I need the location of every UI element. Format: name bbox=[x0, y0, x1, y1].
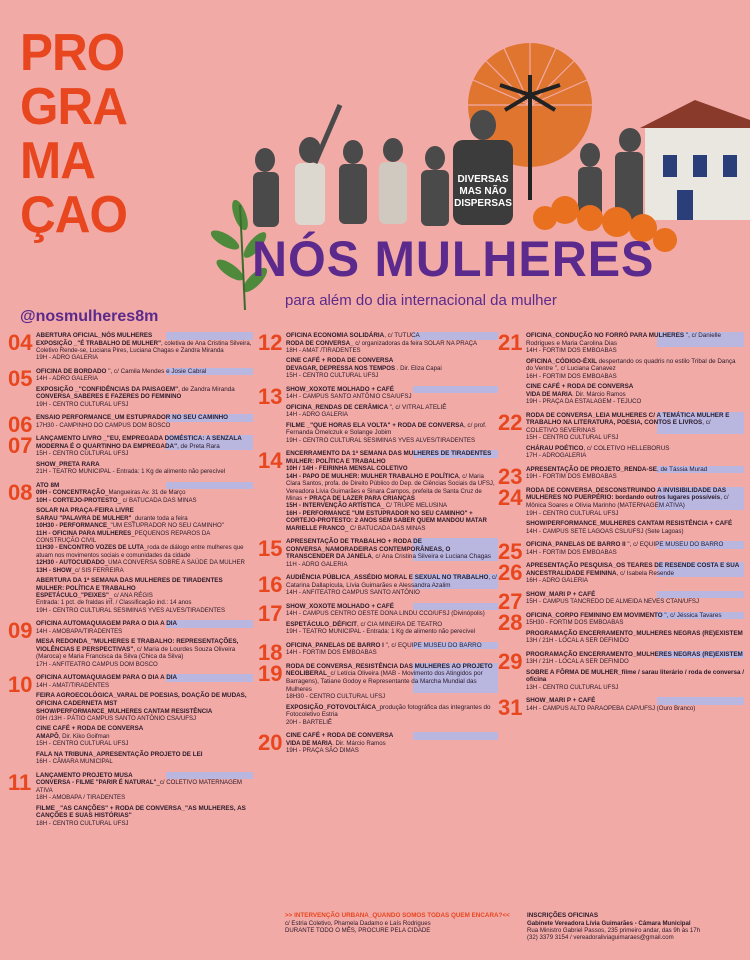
event-detail: SARAU "PALAVRA DE MULHER"_durante toda a feira bbox=[36, 514, 188, 522]
event-detail: 18H - CENTRO CULTURAL UFSJ bbox=[36, 819, 129, 827]
day-number: 20 bbox=[258, 730, 283, 756]
event-detail: CONVERSA_SABERES E FAZERES DO FEMININO bbox=[36, 393, 182, 401]
event-heading: OFICINA_PANELAS DE BARRO I ", c/ EQUIPE MUSEU DO BARRO bbox=[286, 642, 498, 650]
event-item bbox=[286, 704, 498, 727]
event-heading: CINE CAFÉ + RODA DE CONVERSA bbox=[36, 725, 144, 733]
event-item bbox=[286, 642, 498, 657]
event-heading: PROGRAMAÇÃO ENCERRAMENTO_MULHERES NEGRAS (RE)EXISTEM bbox=[526, 650, 743, 658]
event-detail: 13H / 21H - LOCAL A SER DEFINIDO bbox=[526, 658, 629, 666]
event-detail: 14H - CAMPUS SANTO ANTÔNIO CSA/UFSJ bbox=[286, 393, 412, 401]
day-block bbox=[8, 365, 253, 408]
event-detail: 19H - CENTRO CULTURAL SESIMINAS YVES ALVES/TIRADENTES bbox=[286, 437, 476, 444]
event-heading: OFICINA_CONDUÇÃO NO FORRÓ PARA MULHERES ", c/ Danielle Rodrigues e Maria Carolina Dias bbox=[526, 332, 744, 347]
event-heading: OFICINA_CORPO FEMININO EM MOVIMENTO ", c/ Jéssica Tavares bbox=[526, 612, 744, 620]
event-detail: 16H - FORTIM DOS EMBOABAS bbox=[526, 372, 617, 380]
social-handle: @nosmulheres8m bbox=[20, 308, 159, 325]
day-number: 21 bbox=[498, 330, 523, 355]
day-number: 29 bbox=[498, 648, 523, 674]
event-detail: 12H30 - AUTOCUIDADO_UMA CONVERSA SOBRE A SAÚDE DA MULHER bbox=[36, 559, 245, 567]
event-detail: SHOW/PERFORMANCE_MULHERES CANTAM RESISTÊNCIA bbox=[36, 707, 213, 715]
event-heading: SHOW_MARI P + CAFÉ bbox=[526, 591, 744, 599]
event-detail: 19H - CENTRO CULTURAL UFSJ bbox=[36, 400, 129, 408]
event-detail: 13H - SHOW_c/ SIS FERREIRA bbox=[36, 566, 124, 574]
event-subtitle: para além do dia internacional da mulher bbox=[285, 292, 557, 309]
event-item bbox=[36, 638, 253, 668]
event-item bbox=[526, 669, 744, 692]
schedule-column-1 bbox=[8, 332, 253, 833]
day-block bbox=[8, 332, 253, 362]
schedule-column-2 bbox=[258, 332, 498, 761]
day-number: 23 bbox=[498, 463, 523, 489]
event-detail: RODA DE CONVERSA_ c/ organizadoras da feira SOLAR NA PRAÇA bbox=[286, 339, 478, 347]
event-heading: FILME _"QUE HORAS ELA VOLTA" + RODA DE CONVERSA, c/ prof. Fernanda Omelczuk e Solange Jobim bbox=[286, 421, 487, 437]
event-detail: EXPOSIÇÃO _"É TRABALHO DE MULHER", coletiva de Ana Cristina Silveira, Coletivo Rende-se, Luciana Pires, Luciana Chagas e Zandra Miranda bbox=[36, 339, 252, 354]
event-item bbox=[526, 445, 744, 460]
event-heading: AUDIÊNCIA PÚBLICA_ASSÉDIO MORAL E SEXUAL NO TRABALHO, c/ Catarina Dallapícula, Lívia Guimarães e Alessandra Azalim bbox=[286, 574, 497, 589]
event-detail: 11H - OFICINA PARA MULHERES_PEQUENOS REPAROS DA CONSTRUÇÃO CIVIL bbox=[36, 529, 211, 545]
event-heading: SOBRE A FÔRMA DE MULHER_filme / sarau literário / roda de conversa / oficina bbox=[526, 668, 744, 684]
event-detail: 19H - CENTRO CULTURAL UFSJ bbox=[526, 509, 619, 517]
event-detail: 19H - PRAÇA DA ESTALAGEM - TEJUCO bbox=[526, 398, 642, 406]
day-block bbox=[498, 695, 744, 721]
day-number: 24 bbox=[498, 484, 523, 510]
event-heading: CINE CAFÉ + RODA DE CONVERSA bbox=[286, 357, 394, 365]
day-block bbox=[258, 383, 498, 445]
event-detail: 14H - FORTIM DOS EMBOABAS bbox=[526, 347, 617, 355]
event-detail: 15H - CENTRO CULTURAL UFSJ bbox=[526, 434, 619, 442]
event-heading: SHOW_XOXOTE MOLHADO + CAFÉ bbox=[286, 386, 498, 394]
day-block bbox=[498, 332, 744, 406]
schedule-column-3 bbox=[498, 330, 744, 721]
event-detail: MULHER: POLÍTICA E TRABALHO bbox=[286, 458, 386, 465]
day-number: 09 bbox=[8, 618, 33, 644]
event-item bbox=[286, 404, 498, 419]
event-detail: 13H - CENTRO CULTURAL UFSJ bbox=[526, 683, 619, 691]
event-item bbox=[36, 414, 253, 429]
event-detail: 14H - ADRO GALERIA bbox=[36, 375, 98, 383]
event-detail: 14H - CAMPUS SETE LAGOAS CSL/UFSJ (Sete Lagoas) bbox=[526, 527, 684, 535]
protest-sign bbox=[454, 174, 512, 209]
event-heading: SHOW_MARI P + CAFÉ bbox=[526, 697, 744, 705]
event-item bbox=[526, 697, 744, 712]
footer-intervention bbox=[285, 912, 515, 934]
event-item bbox=[286, 663, 498, 701]
colonial-house-graphic bbox=[640, 100, 750, 220]
event-detail: 11H30 - ENCONTRO VOZES DE LUTA_roda de diálogo entre mulheres que atuam nos movimentos sociais e comunidades da cidade bbox=[36, 544, 244, 559]
event-item bbox=[286, 422, 498, 445]
event-detail: Entrada: 1 pct. de fraldas inf. / Classificação ind.: 14 anos bbox=[36, 599, 192, 607]
footer-registrations bbox=[527, 912, 745, 942]
day-number: 22 bbox=[498, 409, 523, 435]
event-item bbox=[36, 725, 253, 747]
event-item bbox=[286, 332, 498, 354]
day-block bbox=[498, 538, 744, 564]
event-detail: 16H - PERFORMANCE "UM ESTUPRADOR NO SEU CAMINHO" + CORTEJO-PROTESTO: 2 ANOS SEM SABER QUEM MANDOU MATAR MARIELLE FRANCO_ C/ BATUCADA DAS MINAS bbox=[286, 509, 487, 532]
day-block bbox=[8, 479, 253, 614]
day-block bbox=[498, 588, 744, 614]
event-heading: SHOW/PERFORMANCE_MULHERES CANTAM RESISTÊNCIA + CAFÉ bbox=[526, 519, 733, 527]
event-heading: LANÇAMENTO LIVRO _"EU, EMPREGADA DOMÉSTICA: A SENZALA MODERNA É O QUARTINHO DA EMPREGADA", de Preta Rara bbox=[36, 435, 253, 450]
event-detail: 16H - ADRO GALERIA bbox=[526, 577, 588, 585]
day-block bbox=[498, 648, 744, 692]
footer-intervention-head: >> INTERVENÇÃO URBANA_QUANDO SOMOS TODAS QUEM ENCARA?<< bbox=[285, 912, 510, 919]
event-heading: APRESENTAÇÃO PESQUISA_OS TEARES DE RESENDE COSTA E SUA ANCESTRALIDADE FEMININA, c/ Isabela Resende bbox=[526, 562, 744, 577]
day-number: 05 bbox=[8, 365, 33, 391]
day-block bbox=[258, 600, 498, 636]
event-heading: ABERTURA DA 1ª SEMANA DAS MULHERES DE TIRADENTES bbox=[36, 577, 223, 585]
event-item bbox=[36, 507, 253, 574]
event-detail: 09H /13H - PÁTIO CAMPUS SANTO ANTÔNIO CSA/UFSJ bbox=[36, 715, 197, 723]
event-heading: FALA NA TRIBUNA_APRESENTAÇÃO PROJETO DE LEI bbox=[36, 750, 203, 758]
day-number: 12 bbox=[258, 330, 283, 355]
event-detail: VIDA DE MARIA. Dir. Márcio Ramos bbox=[286, 739, 386, 747]
event-item bbox=[526, 541, 744, 556]
event-detail: CONVERSA - FILME "PARIR É NATURAL"_c/ COLETIVO MATERNAGEM ATIVA bbox=[36, 779, 242, 794]
event-detail: 19H - FORTIM DOS EMBOABAS bbox=[526, 473, 617, 481]
event-detail: VIDA DE MARIA. Dir. Márcio Ramos bbox=[526, 390, 626, 398]
event-detail: 19H - CENTRO CULTURAL SESIMINAS YVES ALVES/TIRADENTES bbox=[36, 606, 226, 614]
event-detail: 15H - INTERVENÇÃO ARTÍSTICA_ C/ TRUPE MELUSINA bbox=[286, 502, 448, 510]
event-detail: 17H - ADROGALERIA bbox=[526, 452, 587, 460]
footer-line: (32) 3379 3154 / vereadoraliviaguimaraes@gmail.com bbox=[527, 934, 674, 942]
event-item bbox=[36, 368, 253, 383]
event-item bbox=[286, 603, 498, 618]
event-detail: DEVAGAR, DEPRESSA NOS TEMPOS . Dir. Eliza Capai bbox=[286, 365, 442, 372]
event-detail: 16H - CÂMARA MUNICIPAL bbox=[36, 758, 113, 766]
event-item bbox=[286, 538, 498, 568]
day-number: 07 bbox=[8, 433, 33, 459]
event-item bbox=[36, 692, 253, 722]
day-block bbox=[8, 769, 253, 827]
event-detail: 14H - AMAT/TIRADENTES bbox=[36, 682, 110, 690]
event-item bbox=[526, 332, 744, 355]
day-number: 19 bbox=[258, 660, 283, 686]
event-heading: ABERTURA OFICIAL_NÓS MULHERES bbox=[36, 332, 253, 340]
event-item bbox=[36, 805, 253, 828]
event-heading: OFICINA_CÓDIGO-ÉXIL despertando os quadris no estilo Tribal de Dança do Ventre ", c/ Luciana Canavez bbox=[526, 357, 736, 373]
day-number: 26 bbox=[498, 559, 523, 585]
event-heading: RODA DE CONVERSA_RESISTÊNCIA DAS MULHERES AO PROJETO NEOLIBERAL_c/ Letícia Oliveira (MAB - Movimento dos Atingidos por Barragens), Tatiane Godoy e Representante da Marcha Mundial das Mulheres bbox=[286, 663, 498, 693]
event-detail: 13H / 21H - LOCAL A SER DEFINIDO bbox=[526, 637, 629, 645]
event-item bbox=[286, 450, 498, 532]
event-heading: FEIRA AGROECOLÓGICA_VARAL DE POESIAS, DOAÇÃO DE MUDAS, OFICINA CADERNETA MST bbox=[36, 692, 247, 708]
event-heading: RODA DE CONVERSA_LEIA MULHERES C/ A TEMÁTICA MULHER E TRABALHO NA LITERATURA, POESIA, CONTOS E LIVROS, c/ COLETIVO SEVERINAS bbox=[526, 412, 744, 435]
event-detail: 19H - PRAÇA SÃO DIMAS bbox=[286, 747, 359, 755]
event-item bbox=[36, 577, 253, 614]
event-detail: 14H - CAMPUS CENTRO OESTE DONA LINDU CCO/UFSJ (Divinópolis) bbox=[286, 610, 485, 618]
day-number: 18 bbox=[258, 639, 283, 665]
event-item bbox=[526, 651, 744, 666]
day-block bbox=[498, 463, 744, 489]
page-title bbox=[20, 26, 150, 242]
event-heading: MESA REDONDA_"MULHERES E TRABALHO: REPRESENTAÇÕES, VIOLÊNCIAS E PERSPECTIVAS", c/ Maria de Lourdes Souza Oliveira (Maroca) e Maria Francisca da Silva (Chica da Silva) bbox=[36, 638, 239, 661]
day-block bbox=[498, 609, 744, 645]
day-block bbox=[258, 450, 498, 532]
event-heading: ESPETÁCULO_DÉFICIT, c/ CIA MINEIRA DE TEATRO bbox=[286, 620, 443, 628]
day-block bbox=[8, 620, 253, 668]
sign-line: DIVERSAS bbox=[457, 174, 509, 185]
day-number: 16 bbox=[258, 572, 283, 598]
event-detail: 15H - CENTRO CULTURAL UFSJ bbox=[36, 740, 129, 748]
sign-line: MAS NÃO bbox=[459, 186, 507, 197]
day-block bbox=[8, 412, 253, 438]
event-detail: 14H - FORTIM DOS EMBOABAS bbox=[526, 548, 617, 556]
event-detail: 15H - CENTRO CULTURAL UFSJ bbox=[286, 372, 379, 380]
footer-registrations-head: INSCRIÇÕES OFICINAS bbox=[527, 912, 599, 919]
event-detail: 10H30 - PERFORMANCE_"UM ESTUPRADOR NO SEU CAMINHO" bbox=[36, 522, 224, 530]
event-detail: 14H - CAMPUS ALTO PARAOPEBA CAP/UFSJ (Ouro Branco) bbox=[526, 704, 696, 712]
day-number: 08 bbox=[8, 479, 33, 505]
event-item bbox=[526, 630, 744, 645]
event-heading: SHOW_XOXOTE MOLHADO + CAFÉ bbox=[286, 603, 498, 611]
event-item bbox=[526, 383, 744, 405]
event-detail: 15H30 - FORTIM DOS EMBOABAS bbox=[526, 619, 624, 627]
event-heading: OFICINA ECONOMIA SOLIDÁRIA, c/ TUTUCA bbox=[286, 332, 498, 340]
day-number: 06 bbox=[8, 412, 33, 438]
event-item bbox=[526, 358, 744, 381]
title-line: ÇAO bbox=[20, 186, 127, 244]
event-detail: 20H - BARTELIÊ bbox=[286, 718, 332, 726]
day-number: 27 bbox=[498, 588, 523, 614]
day-block bbox=[498, 559, 744, 585]
event-item bbox=[526, 612, 744, 627]
day-block bbox=[258, 660, 498, 726]
event-heading: APRESENTAÇÃO DE TRABALHO + RODA DE CONVERSA_NAMORADEIRAS CONTEMPORÂNEAS, O TRANSCENDER DA JANELA, c/ Ana Cristina Silveira e Luciana Chagas bbox=[286, 538, 498, 561]
event-detail: 14H - ANFITEATRO CAMPUS SANTO ANTÔNIO bbox=[286, 589, 420, 597]
day-number: 17 bbox=[258, 600, 283, 626]
event-heading: APRESENTAÇÃO DE PROJETO_RENDA-SE, de Tássia Murad bbox=[526, 466, 744, 474]
day-block bbox=[498, 409, 744, 460]
event-heading: ATO 8M bbox=[36, 482, 253, 490]
event-detail: 18H30 - CENTRO CULTURAL UFSJ bbox=[286, 693, 386, 701]
footer-line: c/ Estria Coletivo, Phamela Dadamo e Laís Rodrigues bbox=[285, 919, 431, 927]
event-item bbox=[36, 386, 253, 408]
event-item bbox=[286, 732, 498, 754]
event-detail: 19H - ADRO GALERIA bbox=[36, 354, 98, 362]
event-detail: 17H - ANFITEATRO CAMPUS DOM BOSCO bbox=[36, 661, 158, 669]
day-number: 13 bbox=[258, 383, 283, 409]
day-number: 28 bbox=[498, 609, 523, 635]
event-heading: OFICINA_PANELAS DE BARRO II ", c/ EQUIPE MUSEU DO BARRO bbox=[526, 541, 744, 549]
event-item bbox=[36, 674, 253, 689]
event-detail: 10H - CORTEJO-PROTESTO_ c/ BATUCADA DAS MINAS bbox=[36, 496, 197, 504]
event-heading: SOLAR NA PRAÇA-FEIRA LIVRE bbox=[36, 507, 134, 515]
event-detail: ESPETÁCULO_"PEIXES"_ c/ ANA RÉGIS bbox=[36, 592, 153, 600]
event-item bbox=[286, 357, 498, 379]
day-number: 11 bbox=[8, 769, 32, 795]
event-item bbox=[526, 591, 744, 606]
event-detail: 10H / 14H - FEIRINHA MENSAL COLETIVO bbox=[286, 465, 408, 473]
event-heading: LANÇAMENTO PROJETO MUSA bbox=[36, 772, 253, 780]
event-heading: CINE CAFÉ + RODA DE CONVERSA bbox=[286, 732, 498, 740]
event-item bbox=[36, 461, 253, 476]
title-line: GRA bbox=[20, 78, 127, 136]
day-number: 04 bbox=[8, 330, 33, 355]
event-heading: PROGRAMAÇÃO ENCERRAMENTO_MULHERES NEGRAS (RE)EXISTEM bbox=[526, 629, 743, 637]
event-item bbox=[36, 482, 253, 504]
title-line: MA bbox=[20, 132, 95, 190]
day-block bbox=[258, 732, 498, 754]
event-detail: 11H - ADRO GALERIA bbox=[286, 560, 348, 568]
event-detail: 14H - FORTIM DOS EMBOABAS bbox=[286, 649, 377, 657]
event-item bbox=[526, 562, 744, 585]
event-heading: OFICINA AUTOMAQUIAGEM PARA O DIA A DIA bbox=[36, 620, 253, 628]
event-heading: CHÁRAU POÉTICO, c/ COLETIVO HELLEBORUS bbox=[526, 444, 670, 452]
event-item bbox=[36, 620, 253, 635]
event-detail: MULHER: POLÍTICA E TRABALHO bbox=[36, 584, 136, 592]
event-heading: ENCERRAMENTO DA 1ª SEMANA DAS MULHERES DE TIRADENTES bbox=[286, 450, 498, 458]
event-item bbox=[526, 412, 744, 442]
event-heading: OFICINA DE BORDADO ", c/ Camila Mendes e Josie Cabral bbox=[36, 368, 253, 376]
event-detail: 14H - ADRO GALERIA bbox=[286, 411, 348, 419]
event-detail: AMAPÔ, Dir. Kiko Goifman bbox=[36, 733, 110, 741]
event-detail: 14H - PAPO DE MULHER: MULHER TRABALHO E POLÍTICA, c/ Maria Clara Santos, profa. de Direito Público do Dep. de Ciências Sociais da UFSJ, Vereadora Lívia Guimarães e Sinara Campos, prefeita de Santa Cruz de Minas + PRAÇA DE LAZER PARA CRIANÇAS bbox=[286, 472, 495, 503]
day-number: 25 bbox=[498, 538, 523, 564]
day-block bbox=[8, 435, 253, 476]
event-heading: ENSAIO PERFORMANCE_UM ESTUPRADOR NO SEU CAMINHO bbox=[36, 414, 253, 422]
day-number: 31 bbox=[498, 695, 523, 721]
footer-line: Rua Ministro Gabriel Passos, 235 primeiro andar, das 9h às 17h bbox=[527, 927, 701, 934]
footer-line: Gabinete Vereadora Lívia Guimarães - Câmara Municipal bbox=[527, 919, 691, 927]
event-detail: 09H - CONCENTRAÇÃO_Mangueiras Av. 31 de Março bbox=[36, 489, 186, 497]
footer-line: DURANTE TODO O MÊS, PROCURE PELA CIDADE bbox=[285, 927, 431, 934]
event-item bbox=[36, 435, 253, 458]
day-block bbox=[258, 538, 498, 568]
event-detail: 18H - AMAT /TIRADENTES bbox=[286, 347, 361, 354]
event-detail: 21H - TEATRO MUNICIPAL - Entrada: 1 Kg de alimento não perecível bbox=[36, 468, 226, 476]
day-block bbox=[258, 574, 498, 597]
event-item bbox=[286, 621, 498, 636]
day-block bbox=[258, 332, 498, 380]
event-detail: 15H - CENTRO CULTURAL UFSJ bbox=[36, 450, 129, 458]
event-item bbox=[286, 574, 498, 597]
day-block bbox=[8, 674, 253, 765]
event-detail: 14H - AMOBAPA/TIRADENTES bbox=[36, 627, 123, 635]
event-heading: SHOW_PRETA RARA bbox=[36, 460, 100, 468]
event-item bbox=[526, 487, 744, 517]
event-item bbox=[36, 751, 253, 766]
event-item bbox=[286, 386, 498, 401]
event-heading: OFICINA AUTOMAQUIAGEM PARA O DIA A DIA bbox=[36, 674, 253, 682]
event-heading: OFICINA_RENDAS DE CERÂMICA ", c/ VITRAL ATELIÊ bbox=[286, 403, 447, 411]
event-heading: CINE CAFÉ + RODA DE CONVERSA bbox=[526, 383, 634, 391]
event-item bbox=[36, 332, 253, 362]
event-title: NÓS MULHERES bbox=[252, 231, 655, 287]
event-detail: 15H - CAMPUS TANCREDO DE ALMEIDA NEVES CTAN/UFSJ bbox=[526, 598, 700, 606]
day-block bbox=[258, 639, 498, 665]
event-item bbox=[526, 466, 744, 481]
event-detail: 19H - TEATRO MUNICIPAL - Entrada: 1 Kg de alimento não perecível bbox=[286, 628, 476, 636]
day-number: 10 bbox=[8, 672, 33, 698]
event-detail: 17H30 - CAMPINHO DO CAMPUS DOM BOSCO bbox=[36, 421, 171, 429]
event-heading: EXPOSIÇÃO _"CONFIDÊNCIAS DA PAISAGEM", de Zandra Miranda bbox=[36, 385, 235, 393]
event-heading: EXPOSIÇÃO_FOTOVOLTÁICA_produção fotográfica das integrantes do Fotocoletivo Estria bbox=[286, 703, 491, 719]
sign-line: DISPERSAS bbox=[454, 198, 512, 209]
event-heading: FILME _"AS CANÇÕES" + RODA DE CONVERSA_"AS MULHERES, AS CANÇÕES E SUAS HISTÓRIAS" bbox=[36, 804, 246, 820]
day-block bbox=[498, 484, 744, 535]
title-line: PRO bbox=[20, 24, 125, 82]
event-heading: RODA DE CONVERSA_DESCONSTRUINDO A INVISIBILIDADE DAS MULHERES NO PUERPÉRIO: bordando outros lugares possíveis, c/ Mônica Soares e Olívia Marinho (MATERNAGEM ATIVA) bbox=[526, 487, 744, 510]
event-item bbox=[526, 520, 744, 535]
day-number: 15 bbox=[258, 536, 283, 562]
event-detail: 18H - AMOBAPA / TIRADENTES bbox=[36, 794, 126, 802]
day-number: 14 bbox=[258, 448, 283, 474]
event-item bbox=[36, 772, 253, 802]
